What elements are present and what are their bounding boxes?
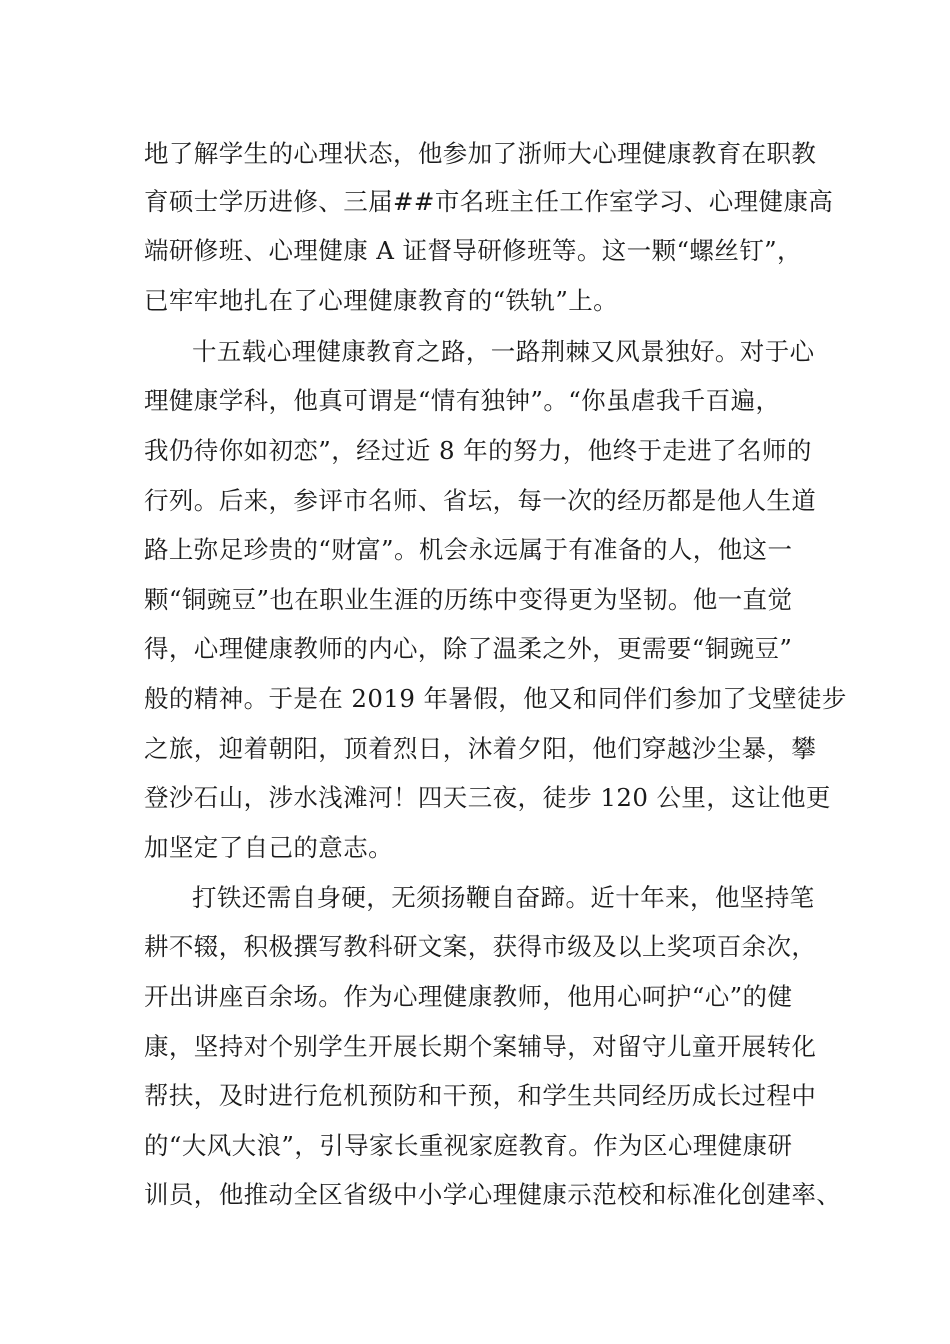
paragraph-2-line-9: 之旅，迎着朝阳，顶着烈日，沐着夕阳，他们穿越沙尘暴，攀 [144, 734, 817, 763]
paragraph-3-line-2: 耕不辍，积极撰写教科研文案，获得市级及以上奖项百余次， [144, 932, 817, 961]
paragraph-2-line-10: 登沙石山，涉水浅滩河！四天三夜，徒步 120 公里，这让他更 [144, 783, 831, 812]
paragraph-3-line-6: 的“大风大浪”，引导家长重视家庭教育。作为区心理健康研 [144, 1131, 793, 1160]
paragraph-1-line-3: 端研修班、心理健康 A 证督导研修班等。这一颗“螺丝钉”， [144, 236, 802, 265]
paragraph-2-line-6: 颗“铜豌豆”也在职业生涯的历练中变得更为坚韧。他一直觉 [144, 585, 793, 614]
paragraph-1-line-1: 地了解学生的心理状态，他参加了浙师大心理健康教育在职教 [144, 139, 817, 168]
paragraph-2-line-4: 行列。后来，参评市名师、省坛，每一次的经历都是他人生道 [144, 486, 817, 515]
paragraph-2-line-5: 路上弥足珍贵的“财富”。机会永远属于有准备的人，他这一 [144, 535, 793, 564]
paragraph-2-line-8: 般的精神。于是在 2019 年暑假，他又和同伴们参加了戈壁徒步 [144, 684, 847, 713]
paragraph-2-line-3: 我仍待你如初恋”，经过近 8 年的努力，他终于走进了名师的 [144, 436, 812, 465]
paragraph-2-line-1: 十五载心理健康教育之路，一路荆棘又风景独好。对于心 [192, 337, 815, 366]
paragraph-1-line-2: 育硕士学历进修、三届##市名班主任工作室学习、心理健康高 [144, 187, 834, 216]
paragraph-3-line-3: 开出讲座百余场。作为心理健康教师，他用心呵护“心”的健 [144, 982, 793, 1011]
paragraph-3-line-7: 训员，他推动全区省级中小学心理健康示范校和标准化创建率、 [144, 1180, 842, 1209]
paragraph-3-line-1: 打铁还需自身硬，无须扬鞭自奋蹄。近十年来，他坚持笔 [192, 883, 815, 912]
paragraph-2-line-2: 理健康学科，他真可谓是“情有独钟”。“你虽虐我千百遍， [144, 386, 781, 415]
paragraph-2-line-7: 得，心理健康教师的内心，除了温柔之外，更需要“铜豌豆” [144, 634, 793, 663]
paragraph-1-line-4: 已牢牢地扎在了心理健康教育的“铁轨”上。 [144, 286, 619, 315]
paragraph-3-line-4: 康，坚持对个别学生开展长期个案辅导，对留守儿童开展转化 [144, 1032, 817, 1061]
paragraph-2-line-11: 加坚定了自己的意志。 [144, 833, 393, 862]
paragraph-3-line-5: 帮扶，及时进行危机预防和干预，和学生共同经历成长过程中 [144, 1081, 817, 1110]
